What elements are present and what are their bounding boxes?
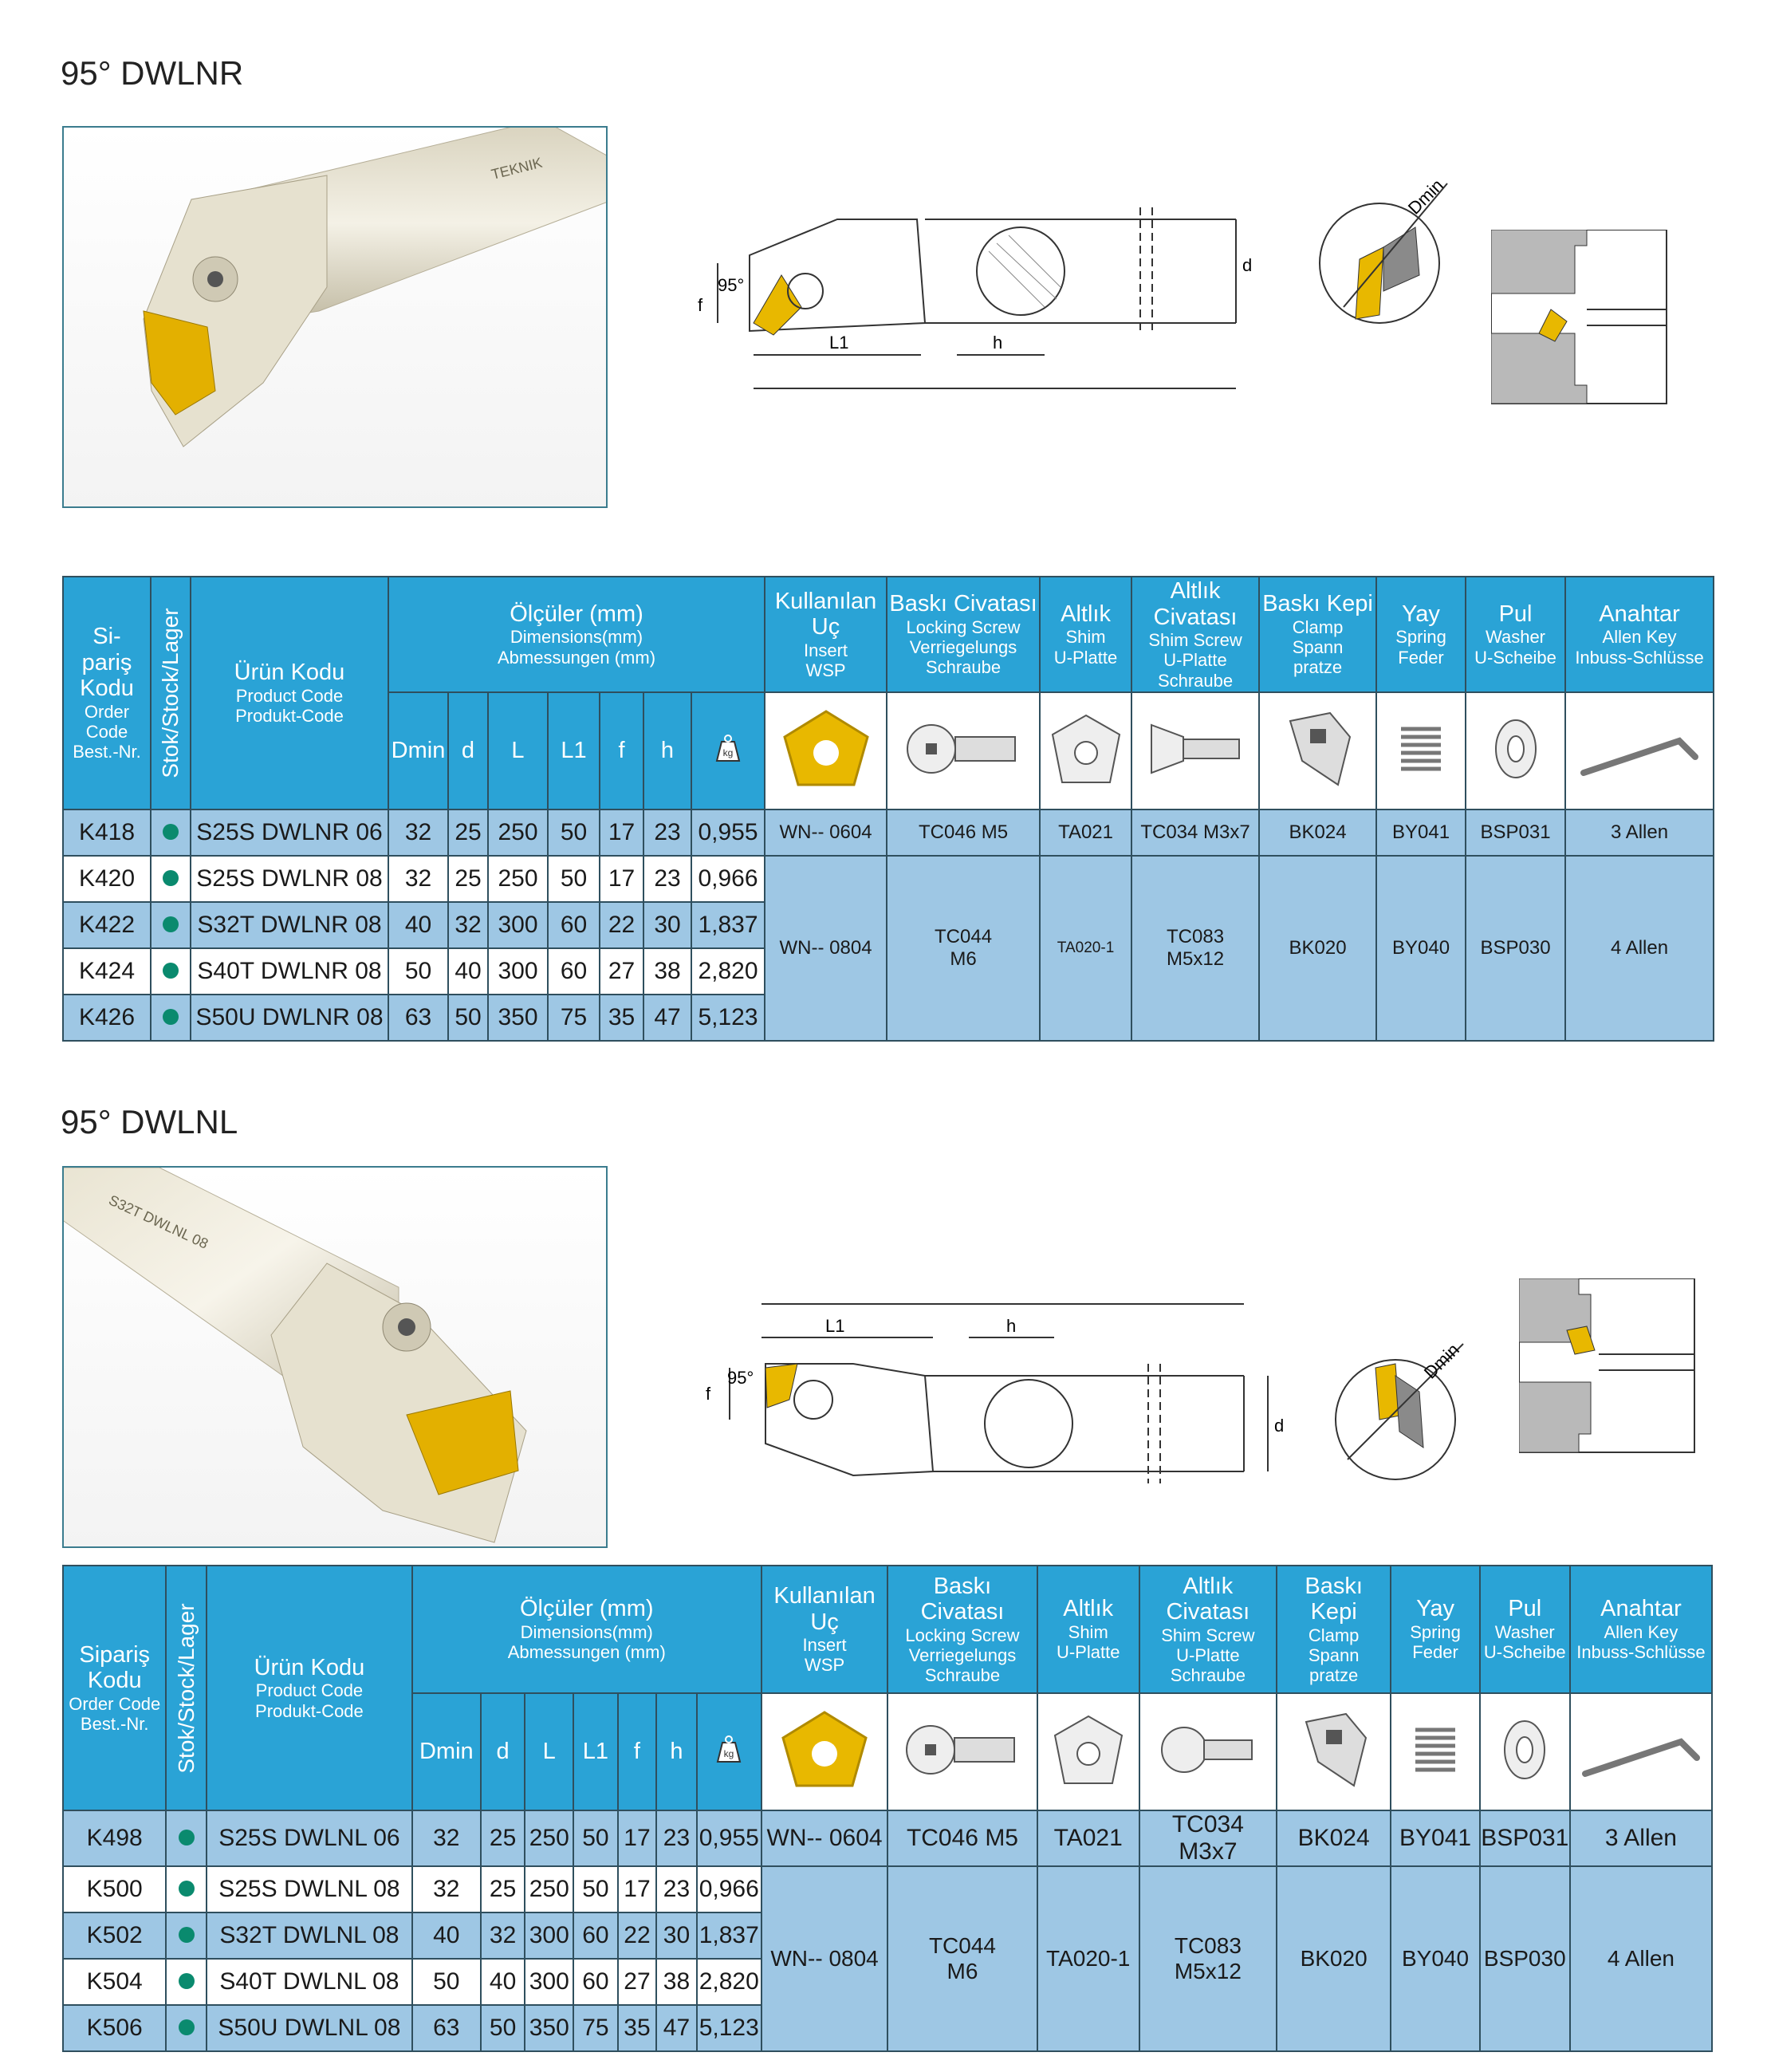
table-cell: 60 <box>573 1912 618 1959</box>
dim-col-l1: L1 <box>573 1693 618 1810</box>
table-cell: 27 <box>600 948 643 995</box>
table-cell: 50 <box>448 995 488 1041</box>
stock-dot <box>163 870 179 886</box>
stock-dot <box>163 1009 179 1025</box>
header-shim-screw: Altlık Civatası Shim Screw U-Platte Schraube <box>1131 577 1259 692</box>
table-cell: 0,966 <box>691 856 765 902</box>
table-cell: 50 <box>548 809 600 856</box>
table-cell: S50U DWLNR 08 <box>191 995 388 1041</box>
table-cell: 60 <box>548 948 600 995</box>
table-cell: WN-- 0804 <box>765 856 887 1041</box>
brand-text-dwlnr: TEKNIK <box>490 154 545 183</box>
table-cell: 40 <box>448 948 488 995</box>
table-cell: 350 <box>525 2005 573 2051</box>
diagram-dmin-label: Dmin <box>1403 175 1447 219</box>
stock-dot <box>179 1881 195 1897</box>
dim-col-d: d <box>448 692 488 809</box>
table-cell: 40 <box>388 902 448 948</box>
table-cell: BK020 <box>1277 1866 1391 2051</box>
table-cell: S32T DWLNR 08 <box>191 902 388 948</box>
table-cell <box>166 1959 207 2005</box>
table-cell: 25 <box>448 856 488 902</box>
table-cell: TC044 M6 <box>887 856 1040 1041</box>
dim-col-f: f <box>600 692 643 809</box>
table-cell: 300 <box>488 948 548 995</box>
table-cell: 47 <box>656 2005 697 2051</box>
table-cell <box>151 856 191 902</box>
table-cell: 32 <box>412 1810 481 1866</box>
svg-text:L1: L1 <box>825 1316 845 1336</box>
table-cell: K424 <box>63 948 151 995</box>
header-clamp: Baskı Kepi Clamp Spann pratze <box>1259 577 1376 692</box>
table-cell: TA021 <box>1040 809 1131 856</box>
header-locking-screw: Baskı Civatası Locking Screw Verriegelungs Schraube <box>887 577 1040 692</box>
table-cell: 35 <box>600 995 643 1041</box>
table-cell: BSP030 <box>1480 1866 1570 2051</box>
header-shim: Altlık Shim U-Platte <box>1040 577 1131 692</box>
spring-image <box>1391 1693 1479 1810</box>
svg-text:95°: 95° <box>727 1368 754 1388</box>
table-cell: 250 <box>525 1866 573 1912</box>
table-cell: TA020-1 <box>1040 856 1131 1041</box>
table-cell <box>151 902 191 948</box>
washer-image <box>1480 1693 1570 1810</box>
shim-screw-image <box>1131 692 1259 809</box>
table-cell: 0,966 <box>697 1866 762 1912</box>
tool-photo-dwlnr <box>62 126 608 508</box>
table-row <box>63 809 1714 856</box>
dim-col-l1: L1 <box>548 692 600 809</box>
table-cell: 4 Allen <box>1565 856 1714 1041</box>
table-cell <box>151 995 191 1041</box>
table-row <box>63 856 1714 902</box>
dmin-detail-dwlnl <box>1324 1328 1483 1487</box>
table-cell: 30 <box>643 902 691 948</box>
table-cell: 1,837 <box>691 902 765 948</box>
table-cell: BY041 <box>1376 809 1466 856</box>
table-cell: 40 <box>412 1912 481 1959</box>
table-cell: 47 <box>643 995 691 1041</box>
table-cell: TC046 M5 <box>887 809 1040 856</box>
section-title-dwlnr: 95° DWLNR <box>61 54 244 92</box>
bore-section-dwlnl <box>1519 1278 1698 1454</box>
header-allen-key: Anahtar Allen Key Inbuss-Schlüsse <box>1565 577 1714 692</box>
svg-text:kg: kg <box>723 1747 734 1759</box>
table-cell: K500 <box>63 1866 166 1912</box>
table-cell: 1,837 <box>697 1912 762 1959</box>
table-cell <box>151 809 191 856</box>
clamp-image <box>1277 1693 1391 1810</box>
shim-screw-image <box>1139 1693 1277 1810</box>
table-cell: 2,820 <box>697 1959 762 2005</box>
table-cell: 32 <box>388 809 448 856</box>
diagram-d-label: d <box>1242 255 1252 275</box>
header-spring: Yay Spring Feder <box>1376 577 1466 692</box>
table-cell: 300 <box>525 1959 573 2005</box>
bore-section-dwlnr <box>1491 230 1671 405</box>
table-cell: 50 <box>573 1810 618 1866</box>
dimension-diagram-dwlnl <box>694 1296 1284 1491</box>
tool-photo-dwlnl <box>62 1166 608 1548</box>
table-cell: 35 <box>618 2005 657 2051</box>
stock-dot <box>163 824 179 840</box>
dim-col-h: h <box>643 692 691 809</box>
svg-text:kg: kg <box>722 746 734 758</box>
dim-col-dmin: Dmin <box>388 692 448 809</box>
table-cell: 300 <box>525 1912 573 1959</box>
table-cell: 22 <box>600 902 643 948</box>
table-cell: 50 <box>548 856 600 902</box>
table-cell: 75 <box>548 995 600 1041</box>
table-cell: 0,955 <box>691 809 765 856</box>
header-insert: Kullanılan Uç Insert WSP <box>762 1566 888 1693</box>
dmin-detail-dwlnr <box>1312 171 1455 331</box>
dim-col-dmin: Dmin <box>412 1693 481 1810</box>
table-cell: S32T DWLNL 08 <box>207 1912 412 1959</box>
spring-image <box>1376 692 1466 809</box>
table-cell: 40 <box>481 1959 525 2005</box>
table-cell: 63 <box>412 2005 481 2051</box>
locking-screw-image <box>887 692 1040 809</box>
table-cell: K502 <box>63 1912 166 1959</box>
weight-icon <box>691 692 765 809</box>
table-cell: 60 <box>548 902 600 948</box>
weight-icon <box>697 1693 762 1810</box>
table-cell: 3 Allen <box>1565 809 1714 856</box>
table-cell: S25S DWLNL 08 <box>207 1866 412 1912</box>
table-cell: BSP031 <box>1480 1810 1570 1866</box>
table-cell: 50 <box>388 948 448 995</box>
table-cell: K418 <box>63 809 151 856</box>
table-cell: 4 Allen <box>1570 1866 1712 2051</box>
table-cell: S40T DWLNR 08 <box>191 948 388 995</box>
table-cell: BY040 <box>1376 856 1466 1041</box>
stock-dot <box>179 1830 195 1845</box>
table-cell: BSP031 <box>1466 809 1565 856</box>
shim-image <box>1037 1693 1139 1810</box>
table-cell: 25 <box>481 1866 525 1912</box>
table-cell: 50 <box>481 2005 525 2051</box>
header-dimensions: Ölçüler (mm) Dimensions(mm) Abmessungen (mm) <box>412 1566 762 1693</box>
table-cell: 250 <box>525 1810 573 1866</box>
table-cell: K504 <box>63 1959 166 2005</box>
table-cell: 32 <box>448 902 488 948</box>
table-cell: 0,955 <box>697 1810 762 1866</box>
table-cell: TA020-1 <box>1037 1866 1139 2051</box>
table-cell: 300 <box>488 902 548 948</box>
table-cell: 23 <box>656 1810 697 1866</box>
table-cell: 50 <box>412 1959 481 2005</box>
shim-image <box>1040 692 1131 809</box>
table-cell: S25S DWLNR 08 <box>191 856 388 902</box>
table-cell: 32 <box>481 1912 525 1959</box>
header-stock: Stok/Stock/Lager <box>151 577 191 809</box>
allen-key-image <box>1565 692 1714 809</box>
table-cell: 38 <box>656 1959 697 2005</box>
dim-col-l: L <box>488 692 548 809</box>
table-cell: 30 <box>656 1912 697 1959</box>
header-product-code: Ürün Kodu Product Code Produkt-Code <box>191 577 388 809</box>
header-product-code: Ürün Kodu Product Code Produkt-Code <box>207 1566 412 1810</box>
dim-col-l: L <box>525 1693 573 1810</box>
header-dimensions: Ölçüler (mm) Dimensions(mm) Abmessungen (mm) <box>388 577 765 692</box>
table-cell: 25 <box>448 809 488 856</box>
stock-dot <box>163 963 179 979</box>
table-cell: TC046 M5 <box>887 1810 1037 1866</box>
photo-label-dwlnl: S32T DWLNL 08 <box>106 1192 211 1252</box>
table-cell: 2,820 <box>691 948 765 995</box>
svg-text:h: h <box>1006 1316 1017 1336</box>
table-row <box>63 1866 1712 1912</box>
clamp-image <box>1259 692 1376 809</box>
table-cell: BY041 <box>1391 1810 1479 1866</box>
table-cell: 17 <box>618 1866 657 1912</box>
table-cell: BK020 <box>1259 856 1376 1041</box>
svg-text:f: f <box>706 1384 711 1404</box>
dim-col-d: d <box>481 1693 525 1810</box>
table-cell: 75 <box>573 2005 618 2051</box>
table-cell: 23 <box>656 1866 697 1912</box>
allen-key-image <box>1570 1693 1712 1810</box>
svg-text:d: d <box>1274 1416 1284 1436</box>
diagram-l1-label: L1 <box>829 333 849 353</box>
header-locking-screw: Baskı Civatası Locking Screw Verriegelungs Schraube <box>887 1566 1037 1693</box>
table-cell: BK024 <box>1259 809 1376 856</box>
locking-screw-image <box>887 1693 1037 1810</box>
table-cell <box>166 1866 207 1912</box>
table-cell: TC083 M5x12 <box>1139 1866 1277 2051</box>
diagram-angle-label: 95° <box>718 275 745 295</box>
section-title-dwlnl: 95° DWLNL <box>61 1103 238 1140</box>
spec-table-dwlnr <box>62 576 1714 1042</box>
table-cell: 17 <box>600 856 643 902</box>
table-cell: BK024 <box>1277 1810 1391 1866</box>
header-allen-key: Anahtar Allen Key Inbuss-Schlüsse <box>1570 1566 1712 1693</box>
header-shim-screw: Altlık Civatası Shim Screw U-Platte Schraube <box>1139 1566 1277 1693</box>
table-cell <box>166 2005 207 2051</box>
dim-col-h: h <box>656 1693 697 1810</box>
dimension-diagram-dwlnr <box>694 171 1252 411</box>
diagram-h-label: h <box>993 333 1003 353</box>
table-cell: TC083 M5x12 <box>1131 856 1259 1041</box>
table-cell: 38 <box>643 948 691 995</box>
table-cell: 17 <box>600 809 643 856</box>
table-cell: TC044 M6 <box>887 1866 1037 2051</box>
header-insert: Kullanılan Uç Insert WSP <box>765 577 887 692</box>
table-cell: S50U DWLNL 08 <box>207 2005 412 2051</box>
header-shim: Altlık Shim U-Platte <box>1037 1566 1139 1693</box>
table-cell: TC034 M3x7 <box>1131 809 1259 856</box>
stock-dot <box>179 1927 195 1943</box>
insert-image <box>762 1693 888 1810</box>
table-cell: 5,123 <box>691 995 765 1041</box>
table-cell <box>166 1912 207 1959</box>
table-cell: S25S DWLNR 06 <box>191 809 388 856</box>
table-cell: 27 <box>618 1959 657 2005</box>
spec-table-dwlnl <box>62 1565 1713 2052</box>
header-spring: Yay Spring Feder <box>1391 1566 1479 1693</box>
diagram-f-label: f <box>698 295 703 315</box>
header-washer: Pul Washer U-Scheibe <box>1480 1566 1570 1693</box>
stock-dot <box>163 916 179 932</box>
table-cell: 60 <box>573 1959 618 2005</box>
table-cell: TA021 <box>1037 1810 1139 1866</box>
table-cell: BY040 <box>1391 1866 1479 2051</box>
svg-text:Dmin: Dmin <box>1419 1339 1463 1383</box>
header-order-code: Si- pariş Kodu Order Code Best.-Nr. <box>63 577 151 809</box>
table-cell: WN-- 0604 <box>762 1810 888 1866</box>
table-cell: 32 <box>412 1866 481 1912</box>
table-cell: 23 <box>643 809 691 856</box>
table-cell: WN-- 0604 <box>765 809 887 856</box>
header-clamp: Baskı Kepi Clamp Spann pratze <box>1277 1566 1391 1693</box>
table-cell: 23 <box>643 856 691 902</box>
table-cell: S25S DWLNL 06 <box>207 1810 412 1866</box>
header-stock: Stok/Stock/Lager <box>166 1566 207 1810</box>
table-cell: K426 <box>63 995 151 1041</box>
table-cell <box>151 948 191 995</box>
table-cell: 22 <box>618 1912 657 1959</box>
table-cell: 50 <box>573 1866 618 1912</box>
table-cell: BSP030 <box>1466 856 1565 1041</box>
table-cell: 250 <box>488 809 548 856</box>
table-cell: K420 <box>63 856 151 902</box>
table-cell: WN-- 0804 <box>762 1866 888 2051</box>
table-cell: 3 Allen <box>1570 1810 1712 1866</box>
table-cell: K498 <box>63 1810 166 1866</box>
table-cell <box>166 1810 207 1866</box>
table-cell: 32 <box>388 856 448 902</box>
table-cell: K422 <box>63 902 151 948</box>
header-order-code: Sipariş Kodu Order Code Best.-Nr. <box>63 1566 166 1810</box>
table-cell: 250 <box>488 856 548 902</box>
dim-col-f: f <box>618 1693 657 1810</box>
table-cell: 17 <box>618 1810 657 1866</box>
washer-image <box>1466 692 1565 809</box>
insert-image <box>765 692 887 809</box>
stock-dot <box>179 2019 195 2035</box>
stock-dot <box>179 1973 195 1989</box>
table-cell: 5,123 <box>697 2005 762 2051</box>
table-cell: K506 <box>63 2005 166 2051</box>
table-row <box>63 1810 1712 1866</box>
table-cell: TC034 M3x7 <box>1139 1810 1277 1866</box>
header-washer: Pul Washer U-Scheibe <box>1466 577 1565 692</box>
table-cell: 63 <box>388 995 448 1041</box>
table-cell: 25 <box>481 1810 525 1866</box>
table-cell: S40T DWLNL 08 <box>207 1959 412 2005</box>
table-cell: 350 <box>488 995 548 1041</box>
